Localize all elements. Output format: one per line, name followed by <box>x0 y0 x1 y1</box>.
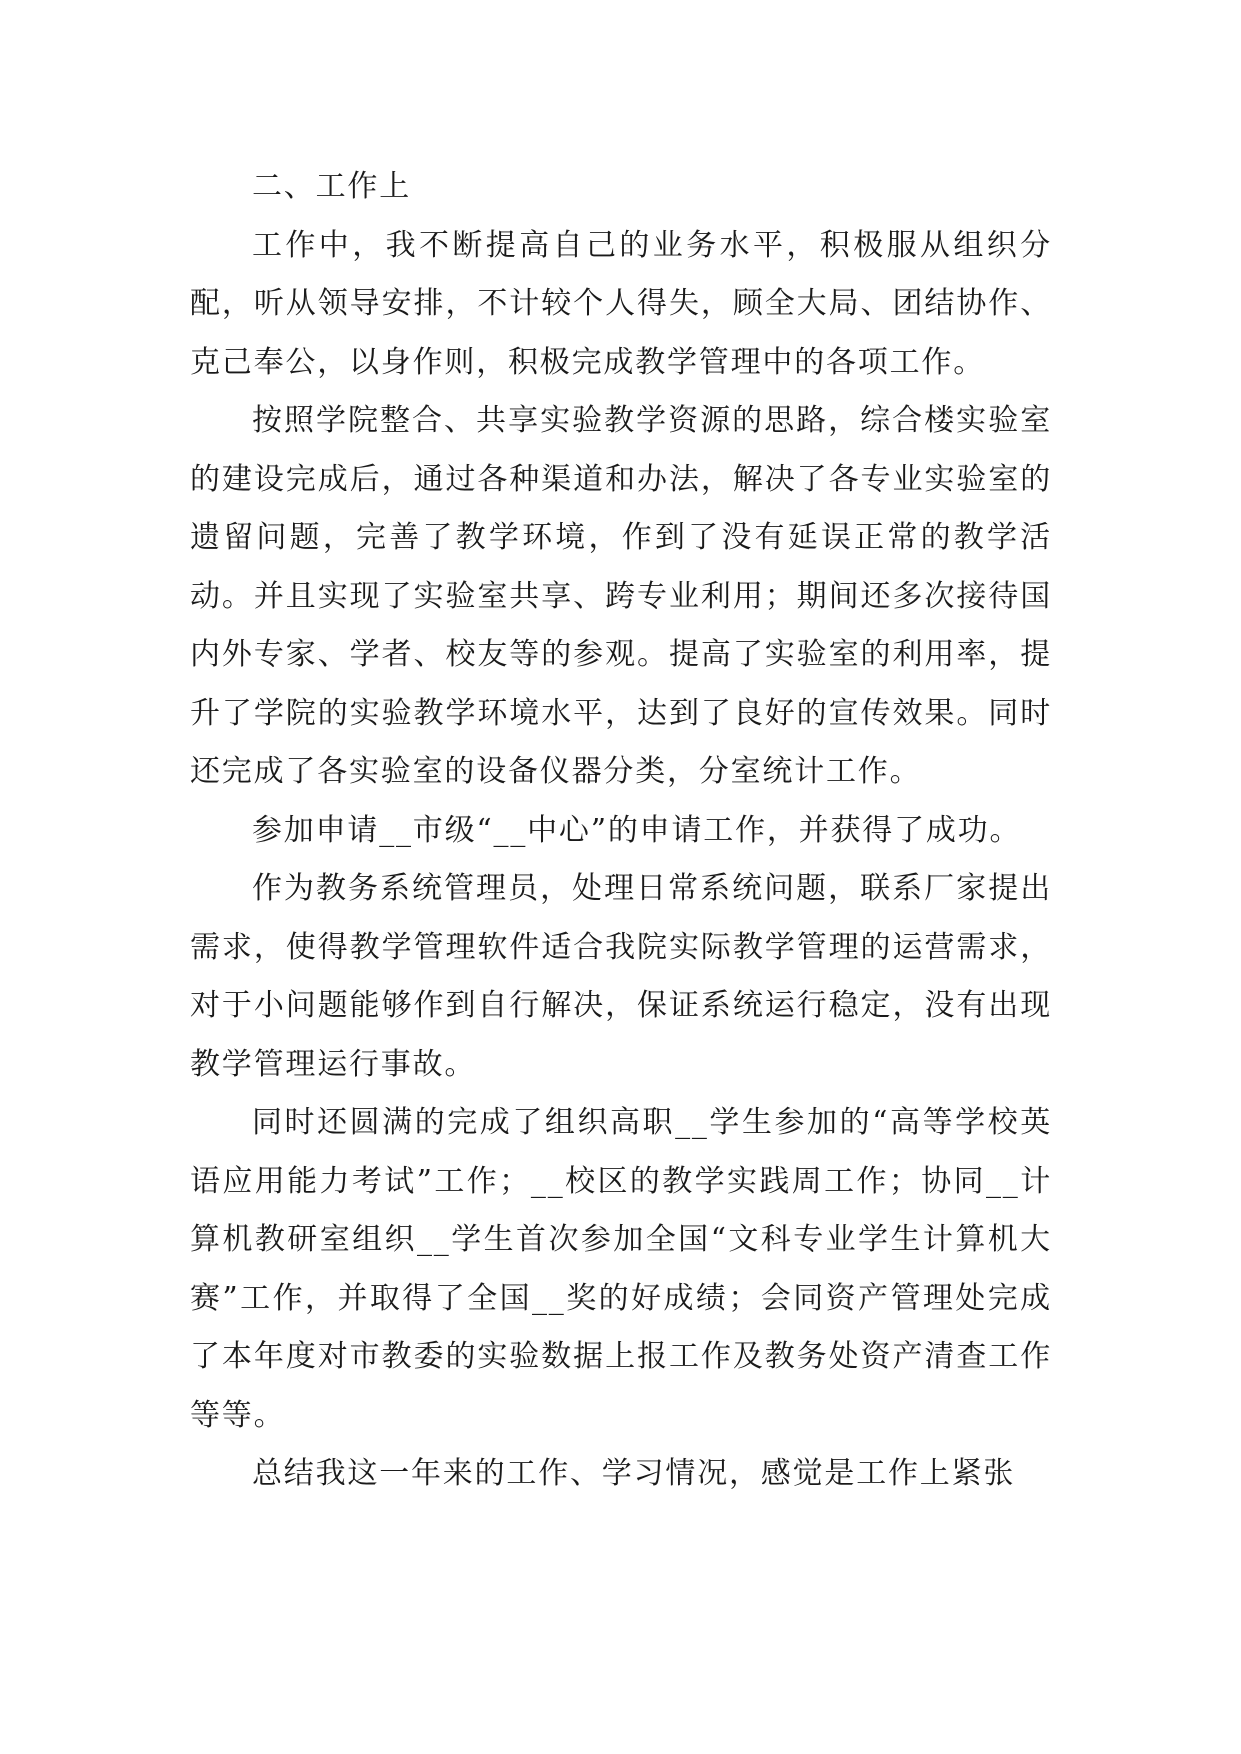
paragraph-exams-and-competitions: 同时还圆满的完成了组织高职__学生参加的“高等学校英语应用能力考试”工作；__校区的教学实践周工作；协同__计算机教研室组织__学生首次参加全国“文科专业学生计算机大赛”工作，并取得了全国__奖的好成绩；会同资产管理处完成了本年度对市教委的实验数据上报工作及教务处资产清查工作等等。 <box>190 1105 1052 1433</box>
document-body <box>190 158 1052 1504</box>
paragraph-center-application: 参加申请__市级“__中心”的申请工作，并获得了成功。 <box>252 812 1022 848</box>
section-heading: 二、工作上 <box>252 169 411 204</box>
paragraph-lab-resources: 按照学院整合、共享实验教学资源的思路，综合楼实验室的建设完成后，通过各种渠道和办法，解决了各专业实验室的遗留问题，完善了教学环境，作到了没有延误正常的教学活动。并且实现了实验室共享、跨专业利用；期间还多次接待国内外专家、学者、校友等的参观。提高了实验室的利用率，提升了学院的实验教学环境水平，达到了良好的宣传效果。同时还完成了各实验室的设备仪器分类，分室统计工作。 <box>190 403 1052 789</box>
paragraph-summary: 总结我这一年来的工作、学习情况，感觉是工作上紧张 <box>252 1456 1016 1491</box>
paragraph-system-admin: 作为教务系统管理员，处理日常系统问题，联系厂家提出需求，使得教学管理软件适合我院实际教学管理的运营需求，对于小问题能够作到自行解决，保证系统运行稳定，没有出现教学管理运行事故。 <box>190 871 1052 1082</box>
paragraph-work-overview: 工作中，我不断提高自己的业务水平，积极服从组织分配，听从领导安排，不计较个人得失，顾全大局、团结协作、克己奉公，以身作则，积极完成教学管理中的各项工作。 <box>190 227 1052 380</box>
